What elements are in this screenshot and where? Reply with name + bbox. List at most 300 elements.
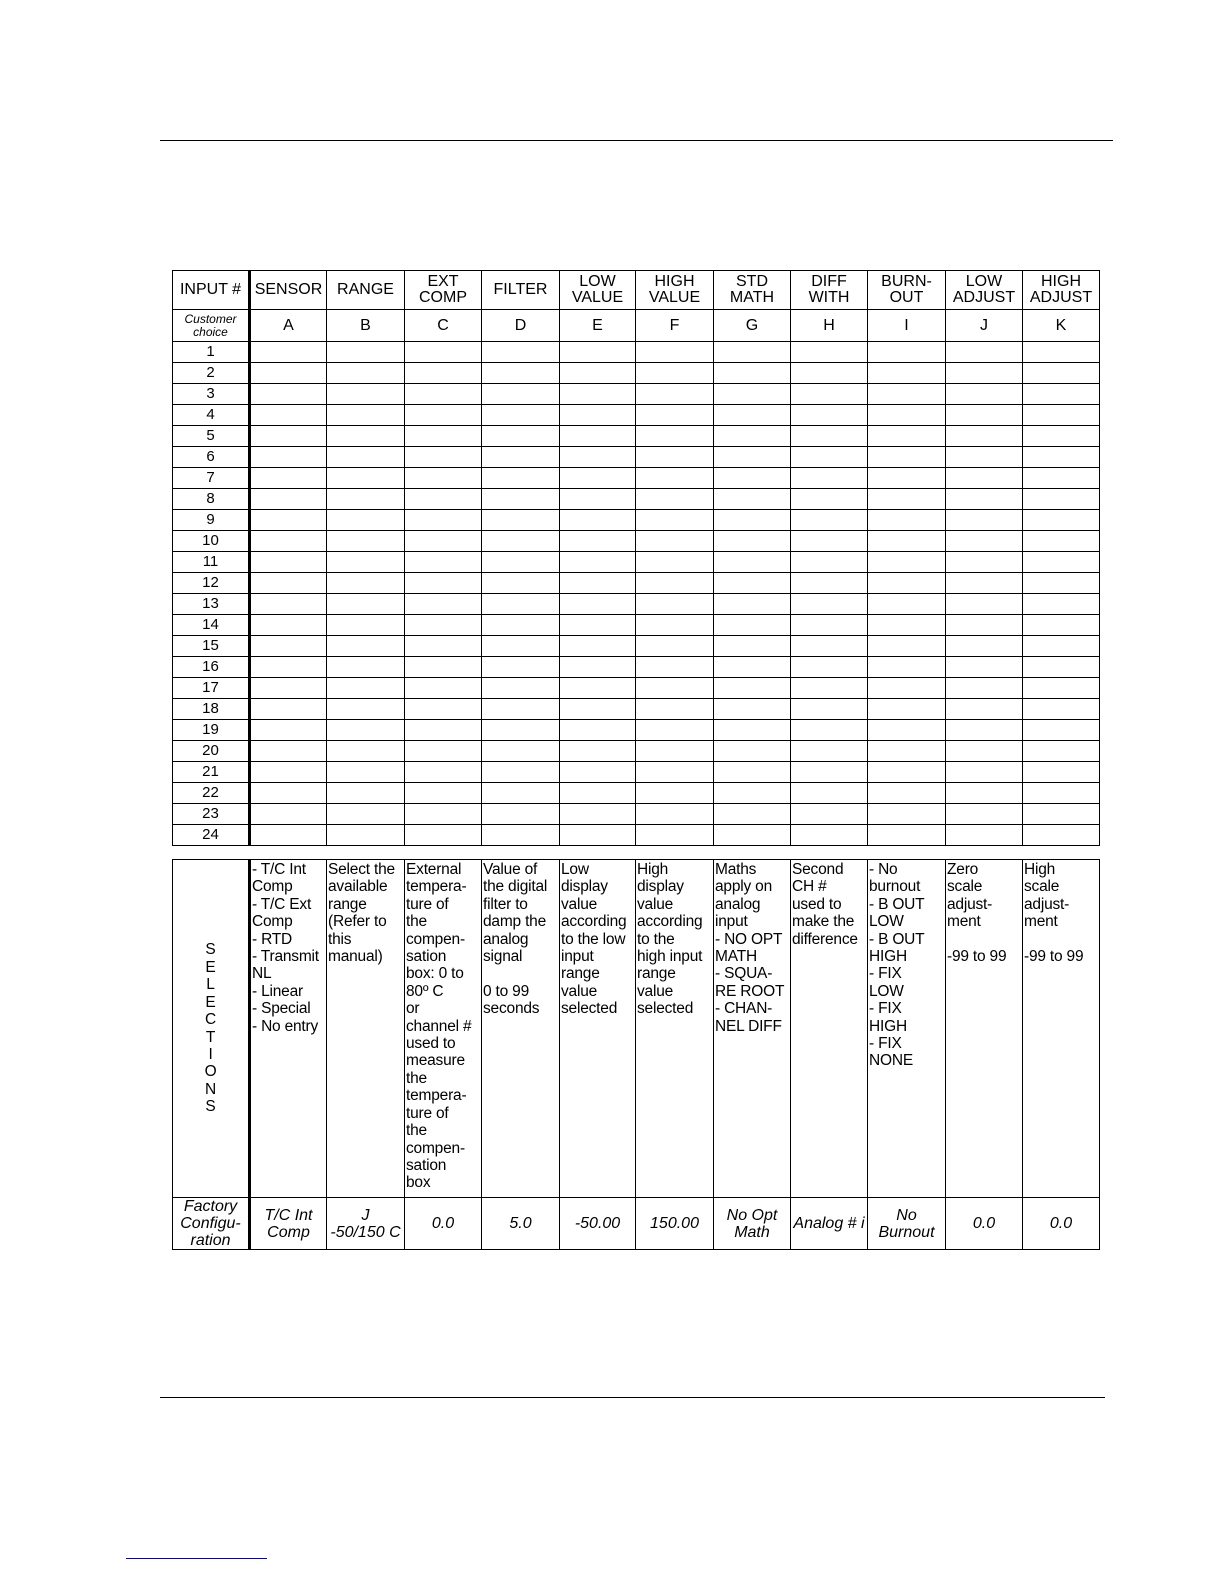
entry-cell[interactable] xyxy=(327,468,405,489)
entry-cell[interactable] xyxy=(636,447,714,468)
entry-cell[interactable] xyxy=(560,363,636,384)
entry-cell[interactable] xyxy=(250,636,327,657)
entry-cell[interactable] xyxy=(327,552,405,573)
entry-cell[interactable] xyxy=(405,762,482,783)
entry-cell[interactable] xyxy=(868,426,946,447)
entry-cell[interactable] xyxy=(946,636,1023,657)
entry-cell[interactable] xyxy=(327,405,405,426)
entry-cell[interactable] xyxy=(791,468,868,489)
entry-cell[interactable] xyxy=(791,657,868,678)
entry-cell[interactable] xyxy=(636,405,714,426)
entry-cell[interactable] xyxy=(791,783,868,804)
entry-cell[interactable] xyxy=(482,636,560,657)
entry-cell[interactable] xyxy=(560,531,636,552)
entry-cell[interactable] xyxy=(250,657,327,678)
entry-cell[interactable] xyxy=(868,615,946,636)
entry-cell[interactable] xyxy=(636,510,714,531)
entry-cell[interactable] xyxy=(250,405,327,426)
entry-cell[interactable] xyxy=(636,426,714,447)
entry-cell[interactable] xyxy=(482,615,560,636)
entry-cell[interactable] xyxy=(1023,594,1100,615)
entry-cell[interactable] xyxy=(560,468,636,489)
entry-cell[interactable] xyxy=(327,636,405,657)
entry-cell[interactable] xyxy=(405,447,482,468)
entry-cell[interactable] xyxy=(714,447,791,468)
entry-cell[interactable] xyxy=(560,762,636,783)
entry-cell[interactable] xyxy=(560,657,636,678)
entry-cell[interactable] xyxy=(560,342,636,363)
entry-cell[interactable] xyxy=(791,678,868,699)
entry-cell[interactable] xyxy=(405,825,482,846)
entry-cell[interactable] xyxy=(791,552,868,573)
entry-cell[interactable] xyxy=(482,531,560,552)
entry-cell[interactable] xyxy=(636,594,714,615)
entry-cell[interactable] xyxy=(636,783,714,804)
entry-cell[interactable] xyxy=(868,741,946,762)
entry-cell[interactable] xyxy=(405,489,482,510)
footer-link-underline xyxy=(126,1558,267,1559)
input-row xyxy=(173,489,1100,510)
entry-cell[interactable] xyxy=(327,678,405,699)
entry-cell[interactable] xyxy=(405,657,482,678)
entry-cell[interactable] xyxy=(560,699,636,720)
entry-cell[interactable] xyxy=(327,426,405,447)
entry-cell[interactable] xyxy=(250,489,327,510)
entry-cell[interactable] xyxy=(405,615,482,636)
entry-cell[interactable] xyxy=(791,426,868,447)
entry-cell[interactable] xyxy=(405,510,482,531)
input-number: 18 xyxy=(173,699,250,720)
entry-cell[interactable] xyxy=(636,699,714,720)
factory-value: 5.0 xyxy=(482,1198,560,1250)
entry-cell[interactable] xyxy=(868,678,946,699)
column-header: BURN- OUT xyxy=(868,271,946,310)
entry-cell[interactable] xyxy=(636,468,714,489)
entry-cell[interactable] xyxy=(405,342,482,363)
entry-cell[interactable] xyxy=(714,363,791,384)
input-number: 22 xyxy=(173,783,250,804)
entry-cell[interactable] xyxy=(946,783,1023,804)
entry-cell[interactable] xyxy=(791,489,868,510)
header-row xyxy=(173,271,1100,310)
entry-cell[interactable] xyxy=(1023,489,1100,510)
entry-cell[interactable] xyxy=(868,636,946,657)
entry-cell[interactable] xyxy=(560,405,636,426)
entry-cell[interactable] xyxy=(327,342,405,363)
entry-cell[interactable] xyxy=(636,678,714,699)
entry-cell[interactable] xyxy=(250,741,327,762)
entry-cell[interactable] xyxy=(791,447,868,468)
entry-cell[interactable] xyxy=(868,552,946,573)
entry-cell[interactable] xyxy=(791,804,868,825)
entry-cell[interactable] xyxy=(714,804,791,825)
entry-cell[interactable] xyxy=(714,552,791,573)
factory-value: 0.0 xyxy=(405,1198,482,1250)
entry-cell[interactable] xyxy=(560,741,636,762)
entry-cell[interactable] xyxy=(327,615,405,636)
entry-cell[interactable] xyxy=(482,804,560,825)
entry-cell[interactable] xyxy=(250,615,327,636)
entry-cell[interactable] xyxy=(482,594,560,615)
entry-cell[interactable] xyxy=(946,363,1023,384)
input-number: 17 xyxy=(173,678,250,699)
entry-cell[interactable] xyxy=(1023,447,1100,468)
entry-cell[interactable] xyxy=(560,573,636,594)
entry-cell[interactable] xyxy=(250,804,327,825)
entry-cell[interactable] xyxy=(714,657,791,678)
entry-cell[interactable] xyxy=(250,762,327,783)
entry-cell[interactable] xyxy=(714,762,791,783)
entry-cell[interactable] xyxy=(714,468,791,489)
entry-cell[interactable] xyxy=(868,825,946,846)
entry-cell[interactable] xyxy=(560,636,636,657)
entry-cell[interactable] xyxy=(327,489,405,510)
column-letter: I xyxy=(868,310,946,342)
entry-cell[interactable] xyxy=(714,615,791,636)
entry-cell[interactable] xyxy=(327,762,405,783)
entry-cell[interactable] xyxy=(1023,468,1100,489)
column-header: INPUT # xyxy=(173,271,250,310)
entry-cell[interactable] xyxy=(714,699,791,720)
entry-cell[interactable] xyxy=(1023,741,1100,762)
entry-cell[interactable] xyxy=(714,594,791,615)
entry-cell[interactable] xyxy=(560,426,636,447)
entry-cell[interactable] xyxy=(636,657,714,678)
selection-description: Second CH # used to make the difference xyxy=(791,860,868,1198)
entry-cell[interactable] xyxy=(482,447,560,468)
column-letter: K xyxy=(1023,310,1100,342)
entry-cell[interactable] xyxy=(946,342,1023,363)
entry-cell[interactable] xyxy=(868,405,946,426)
entry-cell[interactable] xyxy=(868,531,946,552)
entry-cell[interactable] xyxy=(868,657,946,678)
input-number: 12 xyxy=(173,573,250,594)
entry-cell[interactable] xyxy=(791,741,868,762)
entry-cell[interactable] xyxy=(560,552,636,573)
entry-cell[interactable] xyxy=(405,636,482,657)
entry-cell[interactable] xyxy=(327,825,405,846)
entry-cell[interactable] xyxy=(1023,783,1100,804)
entry-cell[interactable] xyxy=(250,699,327,720)
entry-cell[interactable] xyxy=(482,405,560,426)
entry-cell[interactable] xyxy=(636,552,714,573)
entry-cell[interactable] xyxy=(1023,573,1100,594)
entry-cell[interactable] xyxy=(1023,636,1100,657)
entry-cell[interactable] xyxy=(327,447,405,468)
entry-cell[interactable] xyxy=(791,825,868,846)
entry-cell[interactable] xyxy=(482,741,560,762)
entry-cell[interactable] xyxy=(868,594,946,615)
entry-cell[interactable] xyxy=(482,678,560,699)
entry-cell[interactable] xyxy=(250,363,327,384)
entry-cell[interactable] xyxy=(946,510,1023,531)
entry-cell[interactable] xyxy=(946,762,1023,783)
selection-description: Select the available range (Refer to this manual) xyxy=(327,860,405,1198)
entry-cell[interactable] xyxy=(1023,804,1100,825)
factory-value: J -50/150 C xyxy=(327,1198,405,1250)
factory-value: 0.0 xyxy=(946,1198,1023,1250)
entry-cell[interactable] xyxy=(250,678,327,699)
entry-cell[interactable] xyxy=(1023,615,1100,636)
entry-cell[interactable] xyxy=(636,804,714,825)
input-number: 21 xyxy=(173,762,250,783)
entry-cell[interactable] xyxy=(714,342,791,363)
entry-cell[interactable] xyxy=(868,342,946,363)
entry-cell[interactable] xyxy=(946,615,1023,636)
entry-cell[interactable] xyxy=(482,468,560,489)
entry-cell[interactable] xyxy=(250,783,327,804)
entry-cell[interactable] xyxy=(1023,510,1100,531)
entry-cell[interactable] xyxy=(405,678,482,699)
entry-cell[interactable] xyxy=(250,468,327,489)
entry-cell[interactable] xyxy=(250,720,327,741)
entry-cell[interactable] xyxy=(327,741,405,762)
entry-cell[interactable] xyxy=(327,363,405,384)
entry-cell[interactable] xyxy=(1023,657,1100,678)
entry-cell[interactable] xyxy=(1023,405,1100,426)
entry-cell[interactable] xyxy=(946,573,1023,594)
entry-cell[interactable] xyxy=(327,699,405,720)
input-number: 8 xyxy=(173,489,250,510)
entry-cell[interactable] xyxy=(482,720,560,741)
entry-cell[interactable] xyxy=(946,405,1023,426)
entry-cell[interactable] xyxy=(946,594,1023,615)
entry-cell[interactable] xyxy=(946,384,1023,405)
column-header: RANGE xyxy=(327,271,405,310)
entry-cell[interactable] xyxy=(714,825,791,846)
entry-cell[interactable] xyxy=(868,573,946,594)
entry-cell[interactable] xyxy=(714,636,791,657)
entry-cell[interactable] xyxy=(405,384,482,405)
entry-cell[interactable] xyxy=(250,573,327,594)
input-number: 2 xyxy=(173,363,250,384)
entry-cell[interactable] xyxy=(714,489,791,510)
entry-cell[interactable] xyxy=(1023,426,1100,447)
entry-cell[interactable] xyxy=(327,720,405,741)
entry-cell[interactable] xyxy=(791,405,868,426)
entry-cell[interactable] xyxy=(482,657,560,678)
entry-cell[interactable] xyxy=(250,342,327,363)
entry-cell[interactable] xyxy=(560,825,636,846)
entry-cell[interactable] xyxy=(946,468,1023,489)
entry-cell[interactable] xyxy=(636,573,714,594)
entry-cell[interactable] xyxy=(405,741,482,762)
entry-cell[interactable] xyxy=(791,363,868,384)
entry-cell[interactable] xyxy=(327,783,405,804)
entry-cell[interactable] xyxy=(560,489,636,510)
entry-cell[interactable] xyxy=(868,363,946,384)
entry-cell[interactable] xyxy=(791,615,868,636)
entry-cell[interactable] xyxy=(868,489,946,510)
input-number: 7 xyxy=(173,468,250,489)
entry-cell[interactable] xyxy=(636,720,714,741)
entry-cell[interactable] xyxy=(636,825,714,846)
entry-cell[interactable] xyxy=(946,447,1023,468)
entry-cell[interactable] xyxy=(327,594,405,615)
entry-cell[interactable] xyxy=(946,552,1023,573)
entry-cell[interactable] xyxy=(946,489,1023,510)
entry-cell[interactable] xyxy=(560,615,636,636)
entry-cell[interactable] xyxy=(405,720,482,741)
entry-cell[interactable] xyxy=(250,426,327,447)
column-letter-row xyxy=(173,310,1100,342)
entry-cell[interactable] xyxy=(405,594,482,615)
entry-cell[interactable] xyxy=(868,699,946,720)
entry-cell[interactable] xyxy=(636,531,714,552)
entry-cell[interactable] xyxy=(868,783,946,804)
entry-cell[interactable] xyxy=(946,825,1023,846)
entry-cell[interactable] xyxy=(327,531,405,552)
entry-cell[interactable] xyxy=(868,762,946,783)
footer-rule xyxy=(160,1397,1105,1398)
entry-cell[interactable] xyxy=(482,825,560,846)
entry-cell[interactable] xyxy=(1023,678,1100,699)
entry-cell[interactable] xyxy=(250,552,327,573)
entry-cell[interactable] xyxy=(714,531,791,552)
entry-cell[interactable] xyxy=(791,531,868,552)
column-header: STD MATH xyxy=(714,271,791,310)
entry-cell[interactable] xyxy=(868,468,946,489)
entry-cell[interactable] xyxy=(482,762,560,783)
entry-cell[interactable] xyxy=(327,573,405,594)
entry-cell[interactable] xyxy=(868,447,946,468)
entry-cell[interactable] xyxy=(791,573,868,594)
entry-cell[interactable] xyxy=(946,531,1023,552)
entry-cell[interactable] xyxy=(868,804,946,825)
entry-cell[interactable] xyxy=(791,636,868,657)
input-number: 9 xyxy=(173,510,250,531)
entry-cell[interactable] xyxy=(946,720,1023,741)
entry-cell[interactable] xyxy=(1023,762,1100,783)
entry-cell[interactable] xyxy=(482,384,560,405)
entry-cell[interactable] xyxy=(250,510,327,531)
entry-cell[interactable] xyxy=(560,678,636,699)
entry-cell[interactable] xyxy=(636,636,714,657)
entry-cell[interactable] xyxy=(1023,384,1100,405)
entry-cell[interactable] xyxy=(482,699,560,720)
entry-cell[interactable] xyxy=(636,741,714,762)
entry-cell[interactable] xyxy=(868,720,946,741)
entry-cell[interactable] xyxy=(482,489,560,510)
entry-cell[interactable] xyxy=(250,825,327,846)
entry-cell[interactable] xyxy=(946,699,1023,720)
entry-cell[interactable] xyxy=(405,699,482,720)
entry-cell[interactable] xyxy=(1023,699,1100,720)
entry-cell[interactable] xyxy=(482,510,560,531)
entry-cell[interactable] xyxy=(791,594,868,615)
entry-cell[interactable] xyxy=(560,510,636,531)
entry-cell[interactable] xyxy=(714,426,791,447)
entry-cell[interactable] xyxy=(714,405,791,426)
entry-cell[interactable] xyxy=(327,384,405,405)
entry-cell[interactable] xyxy=(714,678,791,699)
input-number: 10 xyxy=(173,531,250,552)
entry-cell[interactable] xyxy=(405,573,482,594)
selection-description: Maths apply on analog input - NO OPT MATH - SQUA- RE ROOT - CHAN- NEL DIFF xyxy=(714,860,791,1198)
entry-cell[interactable] xyxy=(946,804,1023,825)
entry-cell[interactable] xyxy=(636,342,714,363)
entry-cell[interactable] xyxy=(791,720,868,741)
entry-cell[interactable] xyxy=(250,447,327,468)
entry-cell[interactable] xyxy=(791,342,868,363)
entry-cell[interactable] xyxy=(636,489,714,510)
entry-cell[interactable] xyxy=(405,468,482,489)
entry-cell[interactable] xyxy=(791,510,868,531)
entry-cell[interactable] xyxy=(405,531,482,552)
entry-cell[interactable] xyxy=(1023,531,1100,552)
entry-cell[interactable] xyxy=(405,405,482,426)
entry-cell[interactable] xyxy=(250,531,327,552)
entry-cell[interactable] xyxy=(250,384,327,405)
entry-cell[interactable] xyxy=(636,384,714,405)
entry-cell[interactable] xyxy=(714,720,791,741)
column-letter: D xyxy=(482,310,560,342)
selection-description: High scale adjust- ment -99 to 99 xyxy=(1023,860,1100,1198)
entry-cell[interactable] xyxy=(791,762,868,783)
entry-cell[interactable] xyxy=(1023,342,1100,363)
column-header: HIGH ADJUST xyxy=(1023,271,1100,310)
entry-cell[interactable] xyxy=(482,552,560,573)
entry-cell[interactable] xyxy=(714,783,791,804)
entry-cell[interactable] xyxy=(946,657,1023,678)
entry-cell[interactable] xyxy=(714,510,791,531)
input-row xyxy=(173,720,1100,741)
entry-cell[interactable] xyxy=(791,699,868,720)
entry-cell[interactable] xyxy=(714,573,791,594)
entry-cell[interactable] xyxy=(946,426,1023,447)
entry-cell[interactable] xyxy=(1023,552,1100,573)
entry-cell[interactable] xyxy=(560,720,636,741)
entry-cell[interactable] xyxy=(636,615,714,636)
entry-cell[interactable] xyxy=(405,426,482,447)
entry-cell[interactable] xyxy=(636,363,714,384)
entry-cell[interactable] xyxy=(327,657,405,678)
entry-cell[interactable] xyxy=(405,552,482,573)
entry-cell[interactable] xyxy=(714,384,791,405)
entry-cell[interactable] xyxy=(327,510,405,531)
entry-cell[interactable] xyxy=(868,510,946,531)
entry-cell[interactable] xyxy=(405,804,482,825)
entry-cell[interactable] xyxy=(405,783,482,804)
entry-cell[interactable] xyxy=(560,804,636,825)
factory-configuration-label: Factory Configu- ration xyxy=(173,1198,250,1250)
entry-cell[interactable] xyxy=(327,804,405,825)
entry-cell[interactable] xyxy=(636,762,714,783)
entry-cell[interactable] xyxy=(482,342,560,363)
input-number: 3 xyxy=(173,384,250,405)
entry-cell[interactable] xyxy=(1023,363,1100,384)
entry-cell[interactable] xyxy=(482,363,560,384)
input-row xyxy=(173,657,1100,678)
entry-cell[interactable] xyxy=(482,783,560,804)
input-number: 23 xyxy=(173,804,250,825)
entry-cell[interactable] xyxy=(560,384,636,405)
entry-cell[interactable] xyxy=(1023,825,1100,846)
entry-cell[interactable] xyxy=(1023,720,1100,741)
entry-cell[interactable] xyxy=(714,741,791,762)
entry-cell[interactable] xyxy=(560,783,636,804)
entry-cell[interactable] xyxy=(868,384,946,405)
entry-cell[interactable] xyxy=(250,594,327,615)
entry-cell[interactable] xyxy=(405,363,482,384)
entry-cell[interactable] xyxy=(482,573,560,594)
entry-cell[interactable] xyxy=(482,426,560,447)
entry-cell[interactable] xyxy=(946,741,1023,762)
entry-cell[interactable] xyxy=(560,447,636,468)
entry-cell[interactable] xyxy=(946,678,1023,699)
entry-cell[interactable] xyxy=(560,594,636,615)
entry-cell[interactable] xyxy=(791,384,868,405)
